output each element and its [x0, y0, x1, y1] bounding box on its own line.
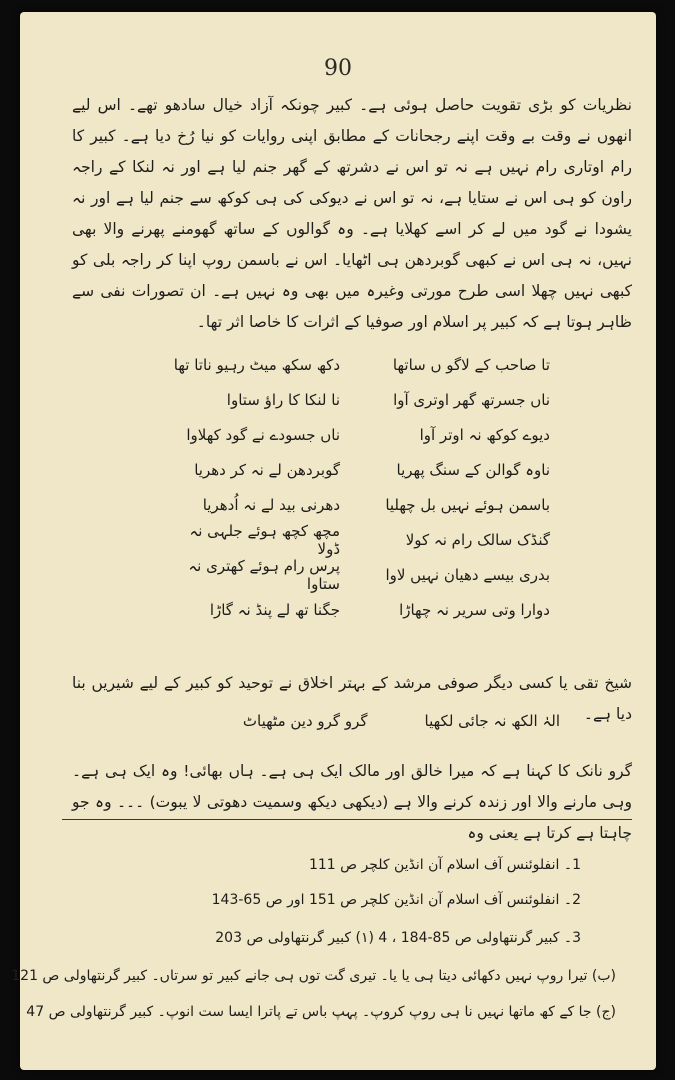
- verse-line-left: دکھ سکھ میٹ رہیو ناتا تھا: [173, 355, 340, 374]
- footnote-2: 2۔ انفلوئنس آف اسلام آن انڈین کلچر ص 151 اور ص 65-143: [211, 892, 581, 908]
- verse-line-right: بدری بیسے دھیان نہیں لاوا: [385, 565, 550, 584]
- paragraph-3: گرو نانک کا کہنا ہے کہ میرا خالق اور مالک ایک ہی ہے۔ ہاں بھائی! وہ ایک ہی ہے۔ وہی مارنے والا اور زندہ کرنے والا ہے (دیکھی دیکھ وسمیت دھوتی لا یبوت) ۔۔۔ وہ جو چاہتا ہے کرتا ہے یعنی وہ: [72, 762, 632, 842]
- couplet-line-left: گرو گرو دین مٹھیاٹ: [242, 712, 368, 730]
- couplet-line-right: الہٰ الکھ نہ جائی لکھیا: [424, 712, 560, 730]
- verse-line-left: جگنا تھ لے پنڈ نہ گاڑا: [209, 600, 340, 619]
- footnote-j: (ج) جا کے کھ ماتھا نہیں نا ہی روپ کروپ۔ پہپ باس تے پاترا ایسا ست انوپ۔ کبیر گرنتھاولی ص 47: [26, 1004, 616, 1020]
- verse-line-right: ناوہ گوالن کے سنگ پھریا: [396, 460, 550, 479]
- verse-row: [170, 347, 550, 382]
- footnote-3: 3۔ کبیر گرنتھاولی ص 85-184 ، 4 (۱) کبیر گرنتھاولی ص 203: [215, 930, 581, 946]
- couplet: [200, 712, 560, 730]
- verse-row: [170, 522, 550, 557]
- verse-line-right: تا صاحب کے لاگو ں ساتھا: [392, 355, 550, 374]
- verse-line-left: ناں جسودے نے گود کھلاوا: [186, 425, 340, 444]
- verse-line-left: مچھ کچھ ہوئے جلہی نہ ڈولا: [189, 521, 340, 558]
- verse-row: [170, 592, 550, 627]
- verse-line-left: نا لنکا کا راؤ ستاوا: [226, 390, 340, 409]
- verse-line-right: گنڈک سالک رام نہ کولا: [405, 530, 550, 549]
- verse-line-left: دھرنی بید لے نہ اُدھریا: [202, 495, 340, 514]
- verse-row: [170, 452, 550, 487]
- footnote-1: 1۔ انفلوئنس آف اسلام آن انڈین کلچر ص 111: [308, 857, 581, 873]
- paragraph-1: نظریات کو بڑی تقویت حاصل ہوئی ہے۔ کبیر چونکہ آزاد خیال سادھو تھے۔ اس لیے انھوں نے وقت بے وقت اپنے رجحانات کے مطابق اپنی روایات کو نیا رُخ دیا ہے۔ کبیر کا رام اوتاری رام نہیں ہے نہ تو اس نے دشرتھ کے گھر جنم لیا ہے اور نہ لنکا کے راجہ راون کو ہی اس نے ستایا ہے، نہ تو اس نے دیوکی کی ہی کوکھ سے جنم لیا ہے اور نہ یشودا نے گود میں لے کر اسے کھلایا ہے۔ وہ گوالوں کے ساتھ گھومنے پھرنے والا بھی نہیں، نہ ہی اس نے کبھی گوبردھن ہی اٹھایا۔ اس نے باسمن روپ اپنا کر راجہ بلی کو کبھی نہیں چھلا اسی طرح مورتی وغیرہ میں بھی وہ نہیں ہے۔ ان تصورات نفی سے ظاہر ہوتا ہے کہ کبیر پر اسلام اور صوفیا کے اثرات کا خاصا اثر تھا۔: [72, 96, 632, 331]
- footnote-divider: [62, 819, 632, 820]
- verse-line-right: ناں جسرتھ گھر اوتری آوا: [393, 390, 550, 409]
- verse-row: [170, 382, 550, 417]
- verse-line-left: پرس رام ہوئے کھتری نہ ستاوا: [188, 556, 340, 593]
- verse-line-left: گوبردھن لے نہ کر دھریا: [194, 460, 340, 479]
- page-number: 90: [324, 56, 352, 81]
- verse-row: [170, 557, 550, 592]
- verse-row: [170, 487, 550, 522]
- verse-block: [170, 347, 550, 627]
- paragraph-2: شیخ تقی یا کسی دیگر صوفی مرشد کے بہتر اخلاق نے توحید کو کبیر کے لیے شیریں بنا دیا ہے۔: [72, 674, 632, 723]
- footnote-b: (ب) تیرا روپ نہیں دکھائی دیتا ہی یا یا۔ تیری گت توں ہی جانے کبیر تو سرتاں۔ کبیر گرنتھاولی ص 121: [11, 968, 616, 984]
- verse-line-right: دیوے کوکھ نہ اوتر آوا: [419, 425, 550, 444]
- verse-row: [170, 417, 550, 452]
- verse-line-right: دوارا وتی سریر نہ چھاڑا: [399, 600, 550, 619]
- verse-line-right: باسمن ہوئے نہیں بل چھلیا: [385, 495, 550, 514]
- book-page: [11, 12, 656, 1070]
